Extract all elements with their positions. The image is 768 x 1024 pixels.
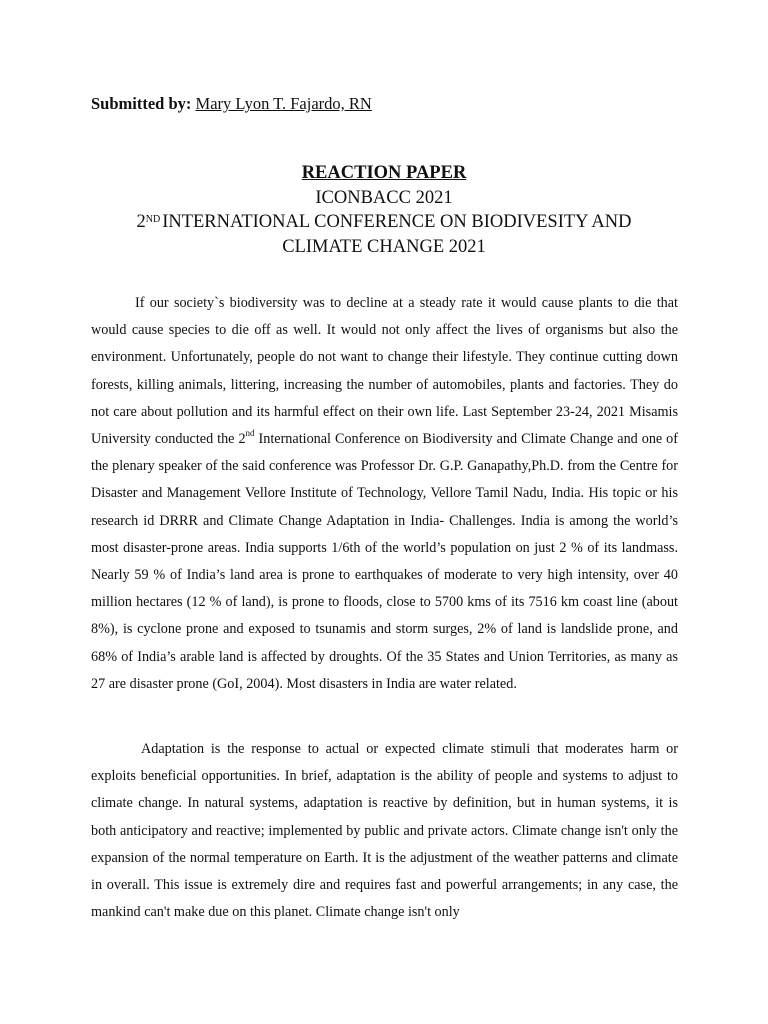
conference-ordinal-suffix: ND: [145, 214, 161, 225]
ordinal-suffix: nd: [245, 428, 255, 439]
conference-title-text: INTERNATIONAL CONFERENCE ON BIODIVESITY AND: [162, 212, 632, 232]
conference-title-line1: [0, 210, 768, 235]
event-name: ICONBACC 2021: [315, 187, 453, 208]
paragraph-1-text-b: International Conference on Biodiversity and Climate Change and one of the plenary speaker of the said conference was Professor Dr. G.P. Ganapathy,Ph.D. from the Centre for Disaster and Management Vellore Institute of Technology, Vellore Tamil Nadu, India. His topic or his research id DRRR and Climate Change Adaptation in India- Challenges. India is among the world’s most disaster-prone areas. India supports 1/6th of the world’s population on just 2 % of its landmass. Nearly 59 % of India’s land area is prone to earthquakes of moderate to very high intensity, over 40 million hectares (12 % of land), is prone to floods, close to 5700 kms of its 7516 km coast line (about 8%), is cyclone prone and exposed to tsunamis and storm surges, 2% of land is landslide prone, and 68% of India’s arable land is affected by droughts. Of the 35 States and Union Territories, as many as 27 are disaster prone (GoI, 2004). Most disasters in India are water related.: [91, 431, 678, 692]
body-paragraph-1: [91, 290, 678, 698]
submitted-by-label: Submitted by:: [91, 94, 192, 113]
paragraph-1-text-a: If our society`s biodiversity was to decline at a steady rate it would cause plants to die that would cause species to die off as well. It would not only affect the lives of organisms but also the environment. Unfortunately, people do not want to change their lifestyle. They continue cutting down forests, killing animals, littering, increasing the number of automobiles, plants and factories. They do not care about pollution and its harmful effect on their own life. Last September 23-24, 2021 Misamis University conducted the 2: [91, 295, 678, 448]
conference-title-line2: CLIMATE CHANGE 2021: [282, 236, 486, 257]
submitted-by-line: [91, 93, 372, 115]
body-paragraph-2: Adaptation is the response to actual or expected climate stimuli that moderates harm or exploits beneficial opportunities. In brief, adaptation is the ability of people and systems to adjust to climate change. In natural systems, adaptation is reactive by definition, but in human systems, it is both anticipatory and reactive; implemented by public and private actors. Climate change isn't only the expansion of the normal temperature on Earth. It is the adjustment of the weather patterns and climate in overall. This issue is extremely dire and requires fast and powerful arrangements; in any case, the mankind can't make due on this planet. Climate change isn't only: [91, 741, 678, 921]
conference-ordinal: 2: [136, 212, 146, 232]
author-name: Mary Lyon T. Fajardo, RN: [195, 94, 372, 113]
title-block: [0, 161, 768, 259]
document-title: REACTION PAPER: [301, 163, 467, 183]
